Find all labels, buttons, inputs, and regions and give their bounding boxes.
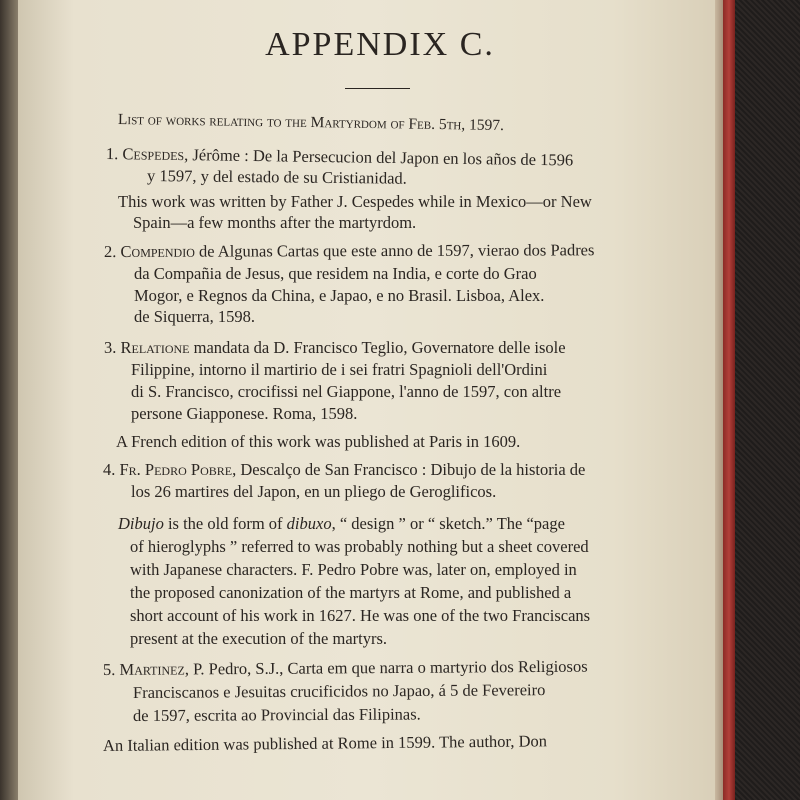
entry-4-line-2: los 26 martires del Japon, en un pliego de Geroglificos. (131, 482, 497, 501)
entry-text: , Descalço de San Francisco : Dibujo de la historia de (232, 460, 586, 479)
entry-name: Martinez (119, 659, 185, 679)
page-edge (715, 0, 723, 800)
entry-5-line-2: Franciscanos e Jesuitas crucificidos no Japao, á 5 de Fevereiro (132, 680, 546, 702)
italic-term: Dibujo (118, 514, 164, 533)
entry-4-line-1 (103, 460, 585, 480)
entry-text: , Jérôme : De la Persecucion del Japon en los años de 1596 (184, 145, 574, 170)
note-4-line-4: the proposed canonization of the martyrs at Rome, and published a (130, 583, 572, 602)
appendix-title: APPENDIX C. (265, 26, 495, 63)
entry-text: mandata da D. Francisco Teglio, Governatore delle isole (189, 338, 566, 357)
note-5-line-1: An Italian edition was published at Rome in 1599. The author, Don (102, 731, 548, 755)
entry-number: 5. (102, 659, 116, 679)
entry-5-line-1 (103, 657, 588, 680)
note-1-line-2: Spain—a few months after the martyrdom. (133, 213, 417, 232)
entry-3-line-1 (104, 338, 566, 358)
list-title: List of works relating to the Martyrdom of Feb. 5th, 1597. (117, 111, 505, 135)
note-1-line-1: This work was written by Father J. Cespedes while in Mexico—or New (118, 192, 592, 211)
entry-2-line-1 (104, 240, 594, 262)
entry-text: de Algunas Cartas que este anno de 1597, vierao dos Padres (194, 240, 595, 261)
entry-2-line-2: da Compañia de Jesus, que residem na India, e corte do Grao (134, 264, 537, 283)
note-3-line-1: A French edition of this work was published at Paris in 1609. (116, 432, 521, 451)
book-cover (735, 0, 800, 800)
entry-name: Cespedes (122, 144, 185, 165)
note-4-line-1 (118, 514, 565, 534)
entry-number: 2. (103, 241, 117, 261)
entry-name: Compendio (120, 241, 195, 261)
entry-name: Fr. Pedro Pobre (119, 460, 233, 479)
entry-3-line-3: di S. Francisco, crocifissi nel Giappone, l'anno de 1597, con altre (131, 382, 562, 401)
note-4-line-6: present at the execution of the martyrs. (130, 629, 388, 648)
entry-5-line-3: de 1597, escrita ao Provincial das Filipinas. (132, 704, 421, 725)
entry-text: , P. Pedro, S.J., Carta em que narra o martyrio dos Religiosos (184, 656, 588, 679)
note-4-line-3: with Japanese characters. F. Pedro Pobre was, later on, employed in (130, 560, 577, 579)
entry-3-line-4: persone Giapponese. Roma, 1598. (131, 404, 358, 423)
note-text: , “ design ” or “ sketch.” The “page (331, 514, 565, 533)
entry-name: Relatione (120, 338, 190, 357)
entry-number: 4. (103, 460, 116, 479)
note-4-line-5: short account of his work in 1627. He was one of the two Franciscans (130, 606, 591, 625)
entry-3-line-2: Filippine, intorno il martirio de i sei fratri Spagnioli dell'Ordini (131, 360, 548, 379)
entry-2-line-4: de Siquerra, 1598. (134, 307, 255, 326)
italic-term: dibuxo (286, 514, 332, 533)
entry-number: 3. (104, 338, 117, 357)
entry-2-line-3: Mogor, e Regnos da China, e Japao, e no Brasil. Lisboa, Alex. (134, 286, 545, 305)
red-page-edge (723, 0, 735, 800)
entry-1-line-2: y 1597, y del estado de su Cristianidad. (146, 166, 407, 188)
entry-number: 1. (105, 144, 119, 164)
note-text: is the old form of (163, 514, 287, 533)
note-4-line-2: of hieroglyphs ” referred to was probably nothing but a sheet covered (130, 537, 589, 556)
title-rule (345, 88, 410, 89)
